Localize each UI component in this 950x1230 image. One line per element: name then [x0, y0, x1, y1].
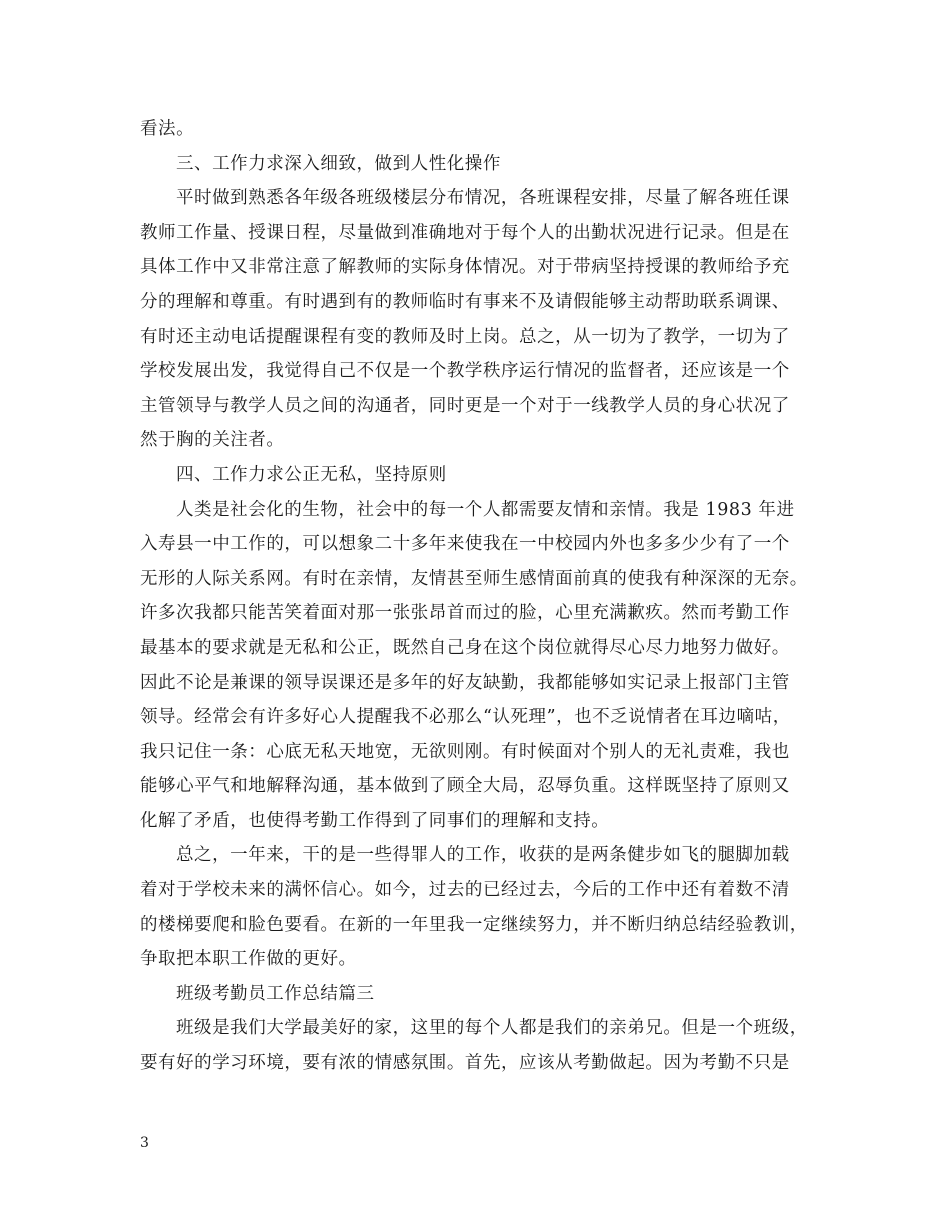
text-line: 的楼梯要爬和脸色要看。在新的一年里我一定继续努力，并不断归纳总结经验教训，: [140, 914, 808, 935]
text-line: 看法。: [140, 119, 195, 139]
text-line: 最基本的要求就是无私和公正，既然自己身在这个岗位就得尽心尽力地努力做好。: [140, 637, 790, 658]
text-line: 平时做到熟悉各年级各班级楼层分布情况，各班课程安排，尽量了解各班任课: [176, 188, 790, 209]
text-line: 着对于学校未来的满怀信心。如今，过去的已经过去，今后的工作中还有着数不清: [140, 880, 790, 901]
document-body: [140, 112, 830, 1081]
text-line: 教师工作量、授课日程，尽量做到准确地对于每个人的出勤状况进行记录。但是在: [140, 222, 790, 243]
text-line: 因此不论是兼课的领导误课还是多年的好友缺勤，我都能够如实记录上报部门主管: [140, 672, 790, 693]
text-line: 总之，一年来，干的是一些得罪人的工作，收获的是两条健步如飞的腿脚加载: [176, 845, 790, 866]
text-line: 主管领导与教学人员之间的沟通者，同时更是一个对于一线教学人员的身心状况了: [140, 395, 790, 416]
text-line: 能够心平气和地解释沟通，基本做到了顾全大局，忍辱负重。这样既坚持了原则又: [140, 776, 790, 797]
text-line: 入寿县一中工作的，可以想象二十多年来使我在一中校园内外也多多少少有了一个: [140, 534, 790, 555]
text-line: 具体工作中又非常注意了解教师的实际身体情况。对于带病坚持授课的教师给予充: [140, 257, 790, 278]
text-line: 化解了矛盾，也使得考勤工作得到了同事们的理解和支持。: [140, 810, 610, 831]
text-line: 许多次我都只能苦笑着面对那一张张昂首而过的脸，心里充满歉疚。然而考勤工作: [140, 603, 790, 624]
text-line: 我只记住一条：心底无私天地宽，无欲则刚。有时候面对个别人的无礼责难，我也: [140, 741, 790, 762]
text-line: 领导。经常会有许多好心人提醒我不必那么“认死理”，也不乏说情者在耳边嘀咕，: [140, 707, 791, 728]
text-line: 班级是我们大学最美好的家，这里的每个人都是我们的亲弟兄。但是一个班级，: [176, 1018, 808, 1039]
page-number: 3: [140, 1135, 149, 1151]
text-line: 争取把本职工作做的更好。: [140, 949, 357, 970]
text-line: 学校发展出发，我觉得自己不仅是一个教学秩序运行情况的监督者，还应该是一个: [140, 361, 790, 382]
text-line: 人类是社会化的生物，社会中的每一个人都需要友情和亲情。我是 1983 年进: [176, 499, 795, 520]
text-line: 要有好的学习环境，要有浓的情感氛围。首先，应该从考勤做起。因为考勤不只是: [140, 1053, 790, 1074]
text-line: 三、工作力求深入细致，做到人性化操作: [176, 153, 501, 174]
text-line: 然于胸的关注者。: [140, 430, 285, 451]
text-line: 分的理解和尊重。有时遇到有的教师临时有事来不及请假能够主动帮助联系调课、: [140, 291, 790, 312]
text-line: 无形的人际关系网。有时在亲情，友情甚至师生感情面前真的使我有种深深的无奈。: [140, 568, 808, 589]
text-line: 有时还主动电话提醒课程有变的教师及时上岗。总之，从一切为了教学，一切为了: [140, 326, 790, 347]
text-line: 班级考勤员工作总结篇三: [176, 983, 375, 1004]
text-line: 四、工作力求公正无私，坚持原则: [176, 464, 447, 485]
